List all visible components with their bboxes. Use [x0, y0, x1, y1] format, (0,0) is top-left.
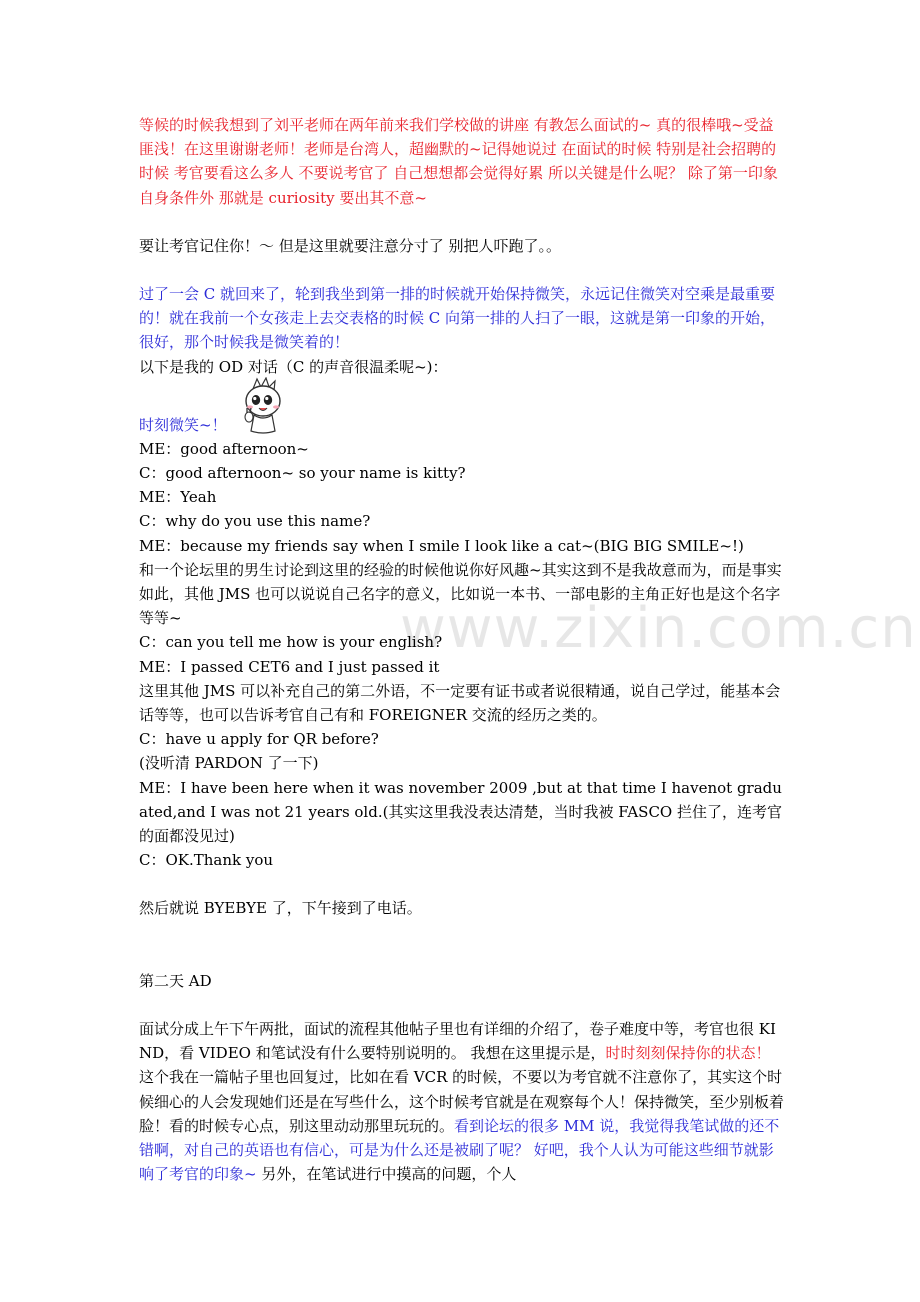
- dialog-line: ME：I have been here when it was november 2009 ,but at that time I havenot graduated,and I was not 21 years old.(其实这里我没表达清楚，当时我被 FASCO 拦住了，连考官的面都没见过): [139, 778, 782, 846]
- dialog-line: C：have u apply for QR before?: [139, 730, 379, 749]
- dialog-line: (没听清 PARDON 了一下): [139, 754, 319, 773]
- dialog-line: ME：because my friends say when I smile I look like a cat~(BIG BIG SMILE~!): [139, 536, 744, 555]
- dialog-line: C：can you tell me how is your english?: [139, 633, 443, 652]
- document-body: [139, 113, 785, 1186]
- day-two-text-c: 另外，在笔试进行中摸高的问题，个人: [256, 1165, 517, 1184]
- paragraph-remember-you: 要让考官记住你！～ 但是这里就要注意分寸了 别把人吓跑了。。: [139, 236, 562, 255]
- dialog-line: ME：good afternoon~: [139, 439, 309, 458]
- paragraph-day-two: [139, 1017, 785, 1186]
- paragraph-byebye: 然后就说 BYEBYE 了，下午接到了电话。: [139, 899, 422, 918]
- paragraph-name-meaning: 和一个论坛里的男生讨论到这里的经验的时候他说你好风趣~其实这到不是我故意而为，而是事实如此，其他 JMS 也可以说说自己名字的意义，比如说一本书、一部电影的主角正好也是这个名字等等~: [139, 560, 782, 628]
- dialog-line: ME：I passed CET6 and I just passed it: [139, 657, 440, 676]
- heading-day-two: 第二天 AD: [139, 971, 212, 990]
- dialog-line: ME：Yeah: [139, 488, 217, 507]
- watermark: www.zixin.com.cn: [400, 596, 917, 661]
- paragraph-od-intro: 以下是我的 OD 对话（C 的声音很温柔呢~)：: [139, 357, 448, 376]
- smiling-cartoon-face-icon: [239, 377, 287, 435]
- emoji-caption: 时刻微笑~！: [139, 415, 227, 434]
- dialog-line: C：why do you use this name?: [139, 512, 371, 531]
- day-two-text-a: 面试分成上午下午两批，面试的流程其他帖子里也有详细的介绍了，卷子难度中等，考官也很 KIND，看 VIDEO 和笔试没有什么要特别说明的。 我想在这里提示是，: [139, 1019, 776, 1063]
- paragraph-second-language: 这里其他 JMS 可以补充自己的第二外语，不一定要有证书或者说很精通，说自己学过，能基本会话等等，也可以告诉考官自己有和 FOREIGNER 交流的经历之类的。: [139, 681, 781, 725]
- dialog-line: C：good afternoon~ so your name is kitty?: [139, 464, 466, 483]
- day-two-highlight-blue: 看到论坛的很多 MM 说，我觉得我笔试做的还不错啊，对自己的英语也有信心，可是为什么还是被刷了呢？ 好吧，我个人认为可能这些细节就影响了考官的印象~: [139, 1116, 780, 1184]
- dialog-line: C：OK.Thank you: [139, 851, 274, 870]
- emoji-caption-line: [139, 379, 785, 437]
- paragraph-lecture-memory: 等候的时候我想到了刘平老师在两年前来我们学校做的讲座 有教怎么面试的~ 真的很棒哦~受益匪浅！在这里谢谢老师！老师是台湾人，超幽默的~记得她说过 在面试的时候 特别是社会招聘的时候 考官要看这么多人 不要说考官了 自己想想都会觉得好累 所以关键是什么呢？ 除了第一印象 自身条件外 那就是 curiosity 要出其不意~: [139, 116, 778, 207]
- paragraph-smile-first-impression: 过了一会 C 就回来了，轮到我坐到第一排的时候就开始保持微笑，永远记住微笑对空乘是最重要的！就在我前一个女孩走上去交表格的时候 C 向第一排的人扫了一眼，这就是第一印象的开始，很好，那个时候我是微笑着的！: [139, 285, 776, 352]
- day-two-text-b: 这个我在一篇帖子里也回复过，比如在看 VCR 的时候，不要以为考官就不注意你了，其实这个时候细心的人会发现她们还是在写些什么，这个时候考官就是在观察每个人！保持微笑，至少别板着脸！看的时候专心点，别这里动动那里玩玩的。: [139, 1068, 785, 1135]
- day-two-highlight-red: 时时刻刻保持你的状态！: [605, 1044, 771, 1063]
